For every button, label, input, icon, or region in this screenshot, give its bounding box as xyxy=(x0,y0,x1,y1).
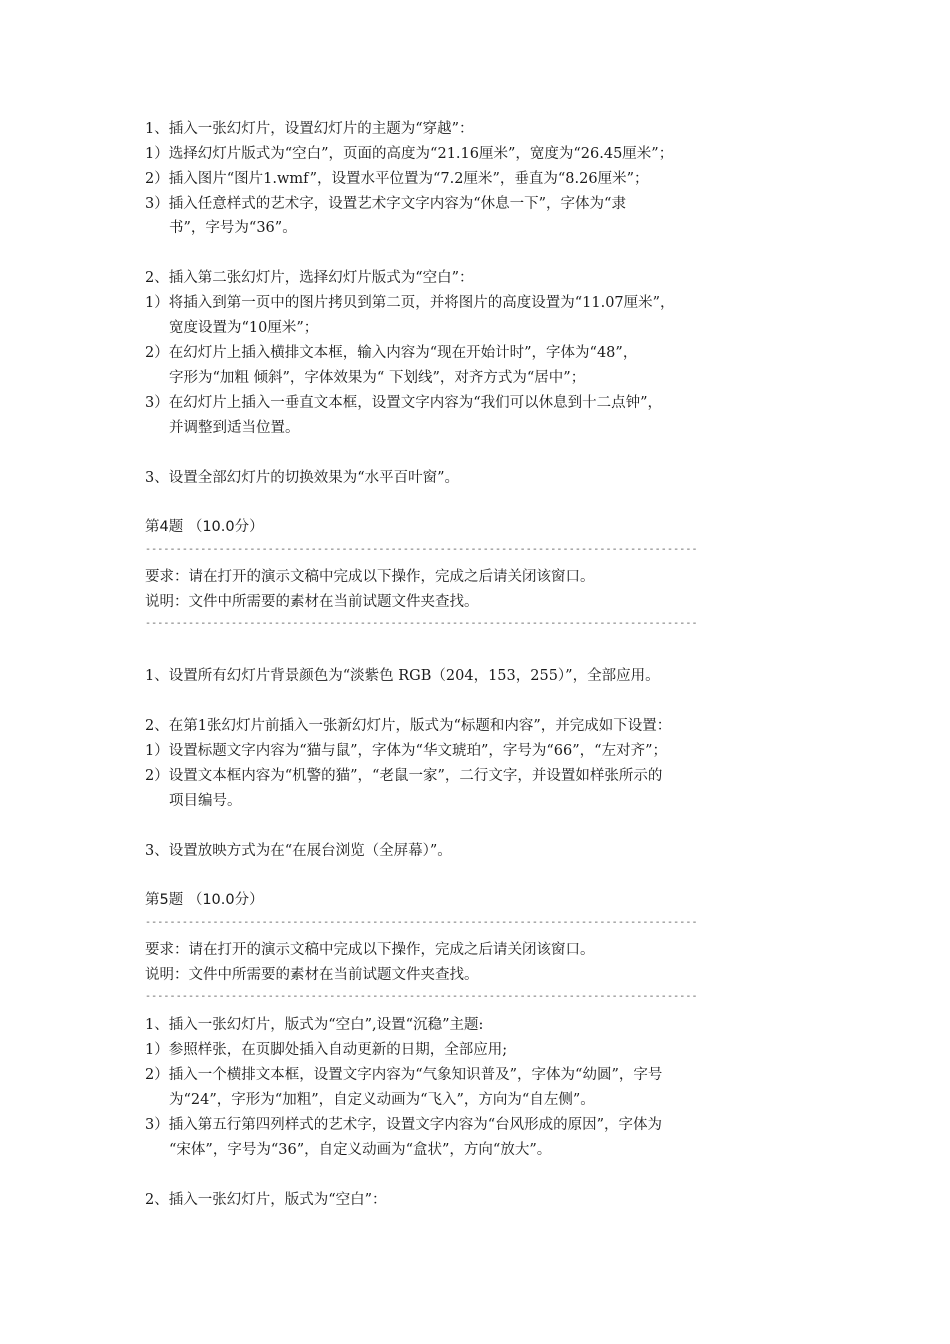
q2-step-3-cont: 并调整到适当位置。 xyxy=(169,420,300,436)
q5-item-1-step-3-cont: “宋体”，字号为“36”，自定义动画为“盒状”，方向“放大”。 xyxy=(169,1142,552,1158)
q5-item-1-step-3: 3）插入第五行第四列样式的艺术字，设置文字内容为“台风形成的原因”，字体为 xyxy=(145,1117,663,1133)
q2-title: 2、插入第二张幻灯片，选择幻灯片版式为“空白”： xyxy=(145,270,474,286)
q4-item-2-step-1: 1）设置标题文字内容为“猫与鼠”，字体为“华文琥珀”，字号为“66”，“左对齐”； xyxy=(145,743,667,759)
q1-title: 1、插入一张幻灯片，设置幻灯片的主题为“穿越”： xyxy=(145,121,474,137)
q2-step-2: 2）在幻灯片上插入横排文本框，输入内容为“现在开始计时”，字体为“48”， xyxy=(145,345,638,361)
q2-step-1: 1）将插入到第一页中的图片拷贝到第二页，并将图片的高度设置为“11.07厘米”， xyxy=(145,295,675,311)
q5-item-2: 2、插入一张幻灯片，版式为“空白”： xyxy=(145,1192,387,1208)
q1-step-3: 3）插入任意样式的艺术字，设置艺术字文字内容为“休息一下”，字体为“隶 xyxy=(145,196,626,212)
q4-item-2-step-2: 2）设置文本框内容为“机警的猫”，“老鼠一家”，二行文字，并设置如样张所示的 xyxy=(145,768,663,784)
q5-item-1: 1、插入一张幻灯片，版式为“空白”,设置“沉稳”主题: xyxy=(145,1017,484,1033)
q2-step-3: 3）在幻灯片上插入一垂直文本框，设置文字内容为“我们可以休息到十二点钟”， xyxy=(145,395,663,411)
q5-item-1-step-2: 2）插入一个横排文本框，设置文字内容为“气象知识普及”，字体为“幼圆”，字号 xyxy=(145,1067,663,1083)
q4-item-1: 1、设置所有幻灯片背景颜色为“淡紫色 RGB（204，153，255）”，全部应用。 xyxy=(145,668,660,684)
q3-title: 3、设置全部幻灯片的切换效果为“水平百叶窗”。 xyxy=(145,470,460,486)
q5-note: 说明：文件中所需要的素材在当前试题文件夹查找。 xyxy=(145,967,479,983)
separator-line: ------------------------------------------------------------------------------------------ xyxy=(145,917,698,928)
question-4-heading: 第4题 （10.0分） xyxy=(145,519,264,535)
q2-step-1-cont: 宽度设置为“10厘米”； xyxy=(169,320,319,336)
q5-requirement: 要求：请在打开的演示文稿中完成以下操作，完成之后请关闭该窗口。 xyxy=(145,942,595,958)
separator-line: ------------------------------------------------------------------------------------------ xyxy=(145,618,698,629)
q4-item-2: 2、在第1张幻灯片前插入一张新幻灯片，版式为“标题和内容”，并完成如下设置： xyxy=(145,718,672,734)
q4-item-3: 3、设置放映方式为在“在展台浏览（全屏幕）”。 xyxy=(145,843,452,859)
q5-item-1-step-2-cont: 为“24”，字形为“加粗”，自定义动画为“飞入”，方向为“自左侧”。 xyxy=(169,1092,595,1108)
question-5-heading: 第5题 （10.0分） xyxy=(145,892,264,908)
q4-note: 说明：文件中所需要的素材在当前试题文件夹查找。 xyxy=(145,594,479,610)
q1-step-1: 1）选择幻灯片版式为“空白”，页面的高度为“21.16厘米”，宽度为“26.45厘米”； xyxy=(145,146,674,162)
separator-line: ------------------------------------------------------------------------------------------ xyxy=(145,991,698,1002)
q2-step-2-cont: 字形为“加粗 倾斜”，字体效果为“ 下划线”，对齐方式为“居中”； xyxy=(169,370,586,386)
q4-item-2-step-2-cont: 项目编号。 xyxy=(169,793,242,809)
separator-line: ------------------------------------------------------------------------------------------ xyxy=(145,544,698,555)
q1-step-2: 2）插入图片“图片1.wmf”，设置水平位置为“7.2厘米”，垂直为“8.26厘米”； xyxy=(145,171,649,187)
q1-step-3-cont: 书”，字号为“36”。 xyxy=(169,220,297,236)
q5-item-1-step-1: 1）参照样张，在页脚处插入自动更新的日期，全部应用; xyxy=(145,1042,508,1058)
q4-requirement: 要求：请在打开的演示文稿中完成以下操作，完成之后请关闭该窗口。 xyxy=(145,569,595,585)
